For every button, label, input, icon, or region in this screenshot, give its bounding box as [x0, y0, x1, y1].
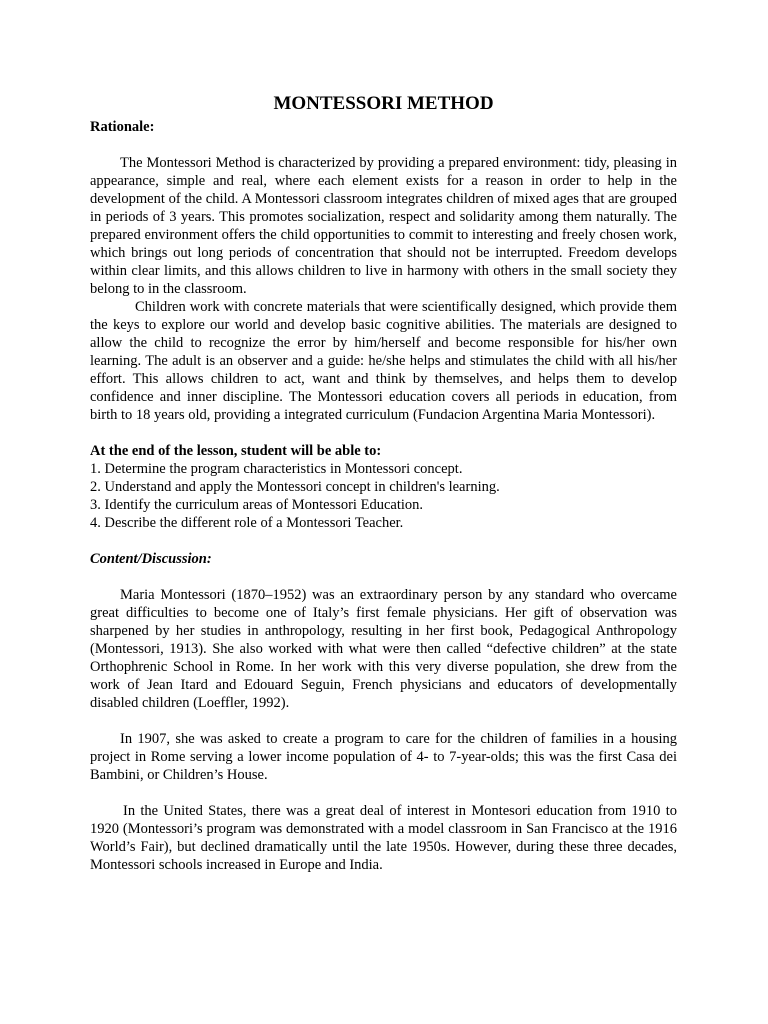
- objectives-list: [90, 460, 677, 532]
- objective-item: 2. Understand and apply the Montessori concept in children's learning.: [90, 479, 500, 495]
- document-title: MONTESSORI METHOD: [273, 93, 494, 114]
- spacer: [90, 784, 677, 802]
- content-paragraph-1: Maria Montessori (1870–1952) was an extraordinary person by any standard who overcame great difficulties to become one of Italy’s first female physicians. Her gift of observation was sharpened by her studies in anthropology, resulting in her first book, Pedagogical Anthropology (Montessori, 1913). She also worked with what were then called “defective children” at the state Orthophrenic School in Rome. In her work with this very diverse population, she drew from the work of Jean Itard and Edouard Seguin, French physicians and educators of developmentally disabled children (Loeffler, 1992).: [90, 587, 677, 711]
- content-heading: Content/Discussion:: [90, 551, 212, 567]
- rationale-paragraph-2: Children work with concrete materials that were scientifically designed, which provide them the keys to explore our world and develop basic cognitive abilities. The materials are designed to allow the child to recognize the error by him/herself and become responsible for his/her own learning. The adult is an observer and a guide: he/she helps and stimulates the child with all his/her effort. This allows children to act, want and think by themselves, and helps them to develop confidence and inner discipline. The Montessori education covers all periods in education, from birth to 18 years old, providing a integrated curriculum (Fundacion Argentina Maria Montessori).: [90, 299, 677, 423]
- objective-item: 1. Determine the program characteristics in Montessori concept.: [90, 461, 463, 477]
- document-page: [90, 92, 677, 874]
- spacer: [90, 136, 677, 154]
- objective-item: 4. Describe the different role of a Montessori Teacher.: [90, 515, 404, 531]
- spacer: [90, 532, 677, 550]
- rationale-paragraph-1: The Montessori Method is characterized by providing a prepared environment: tidy, pleasing in appearance, simple and real, where each element exists for a reason in order to help in the development of the child. A Montessori classroom integrates children of mixed ages that are grouped in periods of 3 years. This promotes socialization, respect and solidarity among them naturally. The prepared environment offers the child opportunities to commit to interesting and freely chosen work, which brings out long periods of concentration that should not be interrupted. Freedom develops within clear limits, and this allows children to live in harmony with others in the small society they belong to in the classroom.: [90, 155, 677, 297]
- spacer: [90, 424, 677, 442]
- objective-item: 3. Identify the curriculum areas of Montessori Education.: [90, 497, 423, 513]
- spacer: [90, 712, 677, 730]
- spacer: [90, 568, 677, 586]
- rationale-heading: Rationale:: [90, 119, 155, 135]
- content-paragraph-3: In the United States, there was a great deal of interest in Montesori education from 1910 to 1920 (Montessori’s program was demonstrated with a model classroom in San Francisco at the 1916 World’s Fair), but declined dramatically until the late 1950s. However, during these three decades, Montessori schools increased in Europe and India.: [90, 803, 677, 873]
- content-paragraph-2: In 1907, she was asked to create a program to care for the children of families in a housing project in Rome serving a lower income population of 4- to 7-year-olds; this was the first Casa dei Bambini, or Children’s House.: [90, 731, 677, 783]
- objectives-heading: At the end of the lesson, student will be able to:: [90, 443, 382, 459]
